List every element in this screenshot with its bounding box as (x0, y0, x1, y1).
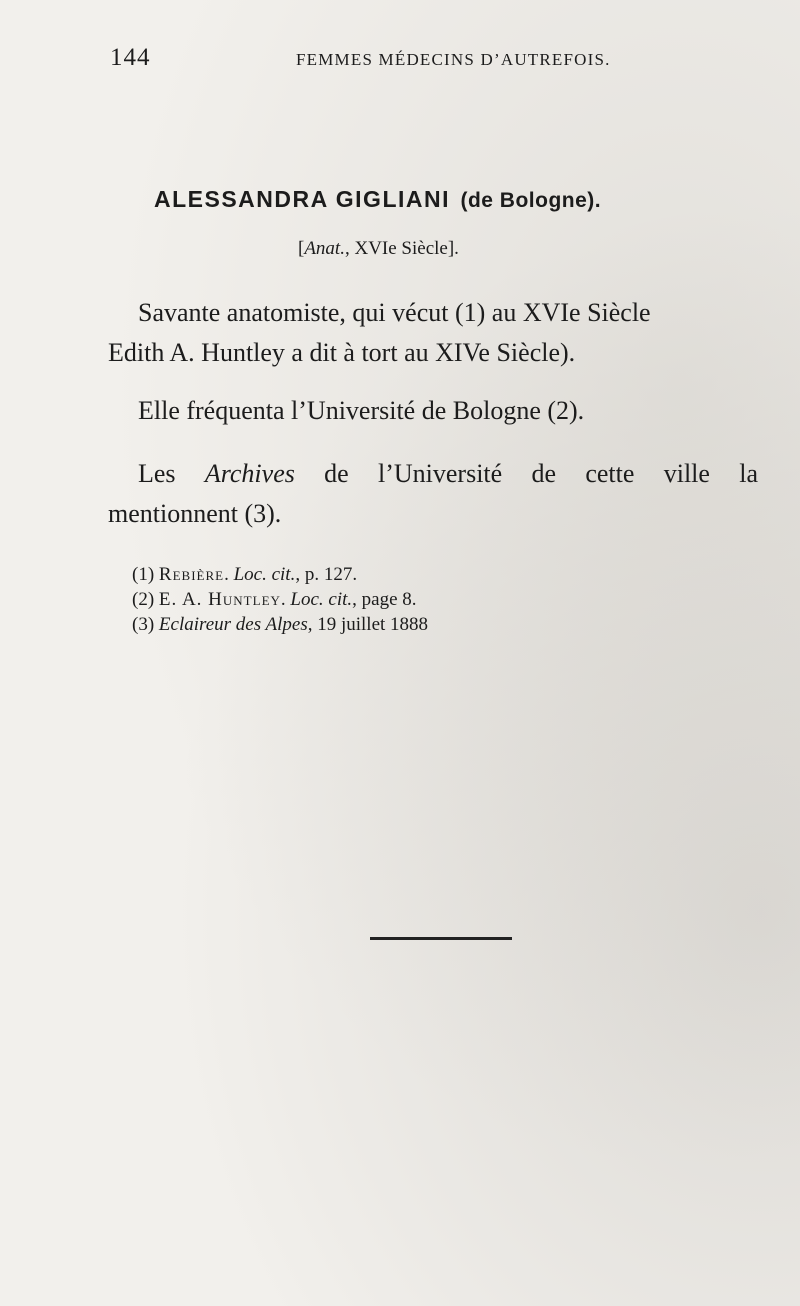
subtitle-century: , XVIe Siècle]. (344, 238, 459, 259)
end-rule (370, 937, 512, 940)
running-head (110, 44, 630, 74)
footnote-rest: , page 8. (352, 589, 417, 610)
footnote-separator: . (224, 564, 234, 585)
paragraph-3-line-2: mentionnent (3). (108, 499, 282, 528)
paragraph-2-line-1: Elle fréquenta l’Université de Bologne (2). (138, 396, 585, 425)
footnote-reference: Loc. cit. (290, 589, 353, 610)
entry-place: (de Bologne). (460, 189, 602, 212)
paragraph-2 (108, 391, 758, 431)
footnotes (132, 562, 428, 637)
footnote-author: Rebière (158, 564, 225, 585)
paragraph-3-line-1 (108, 454, 758, 494)
paragraph-3-italic: Archives (204, 459, 295, 488)
footnote-author: E. A. Huntley (158, 589, 281, 610)
footnote-rest: , p. 127. (295, 564, 358, 585)
footnote-reference: Eclaireur des Alpes (158, 614, 308, 635)
footnote-rest: , 19 juillet 1888 (307, 614, 429, 635)
footnote-number: (1) (132, 564, 159, 585)
footnote-reference: Loc. cit. (233, 564, 296, 585)
paragraph-3-after: de l’Université de cette ville la (294, 459, 759, 488)
page-number: 144 (110, 44, 151, 71)
footnote-1 (132, 562, 428, 587)
subtitle-field: Anat. (304, 238, 345, 259)
entry-title (154, 186, 601, 213)
paragraph-3 (108, 454, 758, 534)
footnote-number: (3) (132, 614, 159, 635)
subtitle-bracket: [ (298, 238, 305, 259)
footnote-number: (2) (132, 589, 159, 610)
paragraph-1 (108, 293, 758, 373)
entry-name: ALESSANDRA GIGLIANI (154, 186, 450, 212)
footnote-separator: . (280, 589, 291, 610)
paragraph-1-line-1: Savante anatomiste, qui vécut (1) au XVIe Siècle (138, 298, 651, 327)
paragraph-3-before: Les (138, 459, 205, 488)
footnote-3 (132, 612, 428, 637)
footnote-2 (132, 587, 428, 612)
paragraph-1-line-2: Edith A. Huntley a dit à tort au XIVe Siècle). (108, 338, 576, 367)
running-title: FEMMES MÉDECINS D’AUTREFOIS. (296, 50, 611, 69)
entry-subtitle (298, 238, 459, 260)
